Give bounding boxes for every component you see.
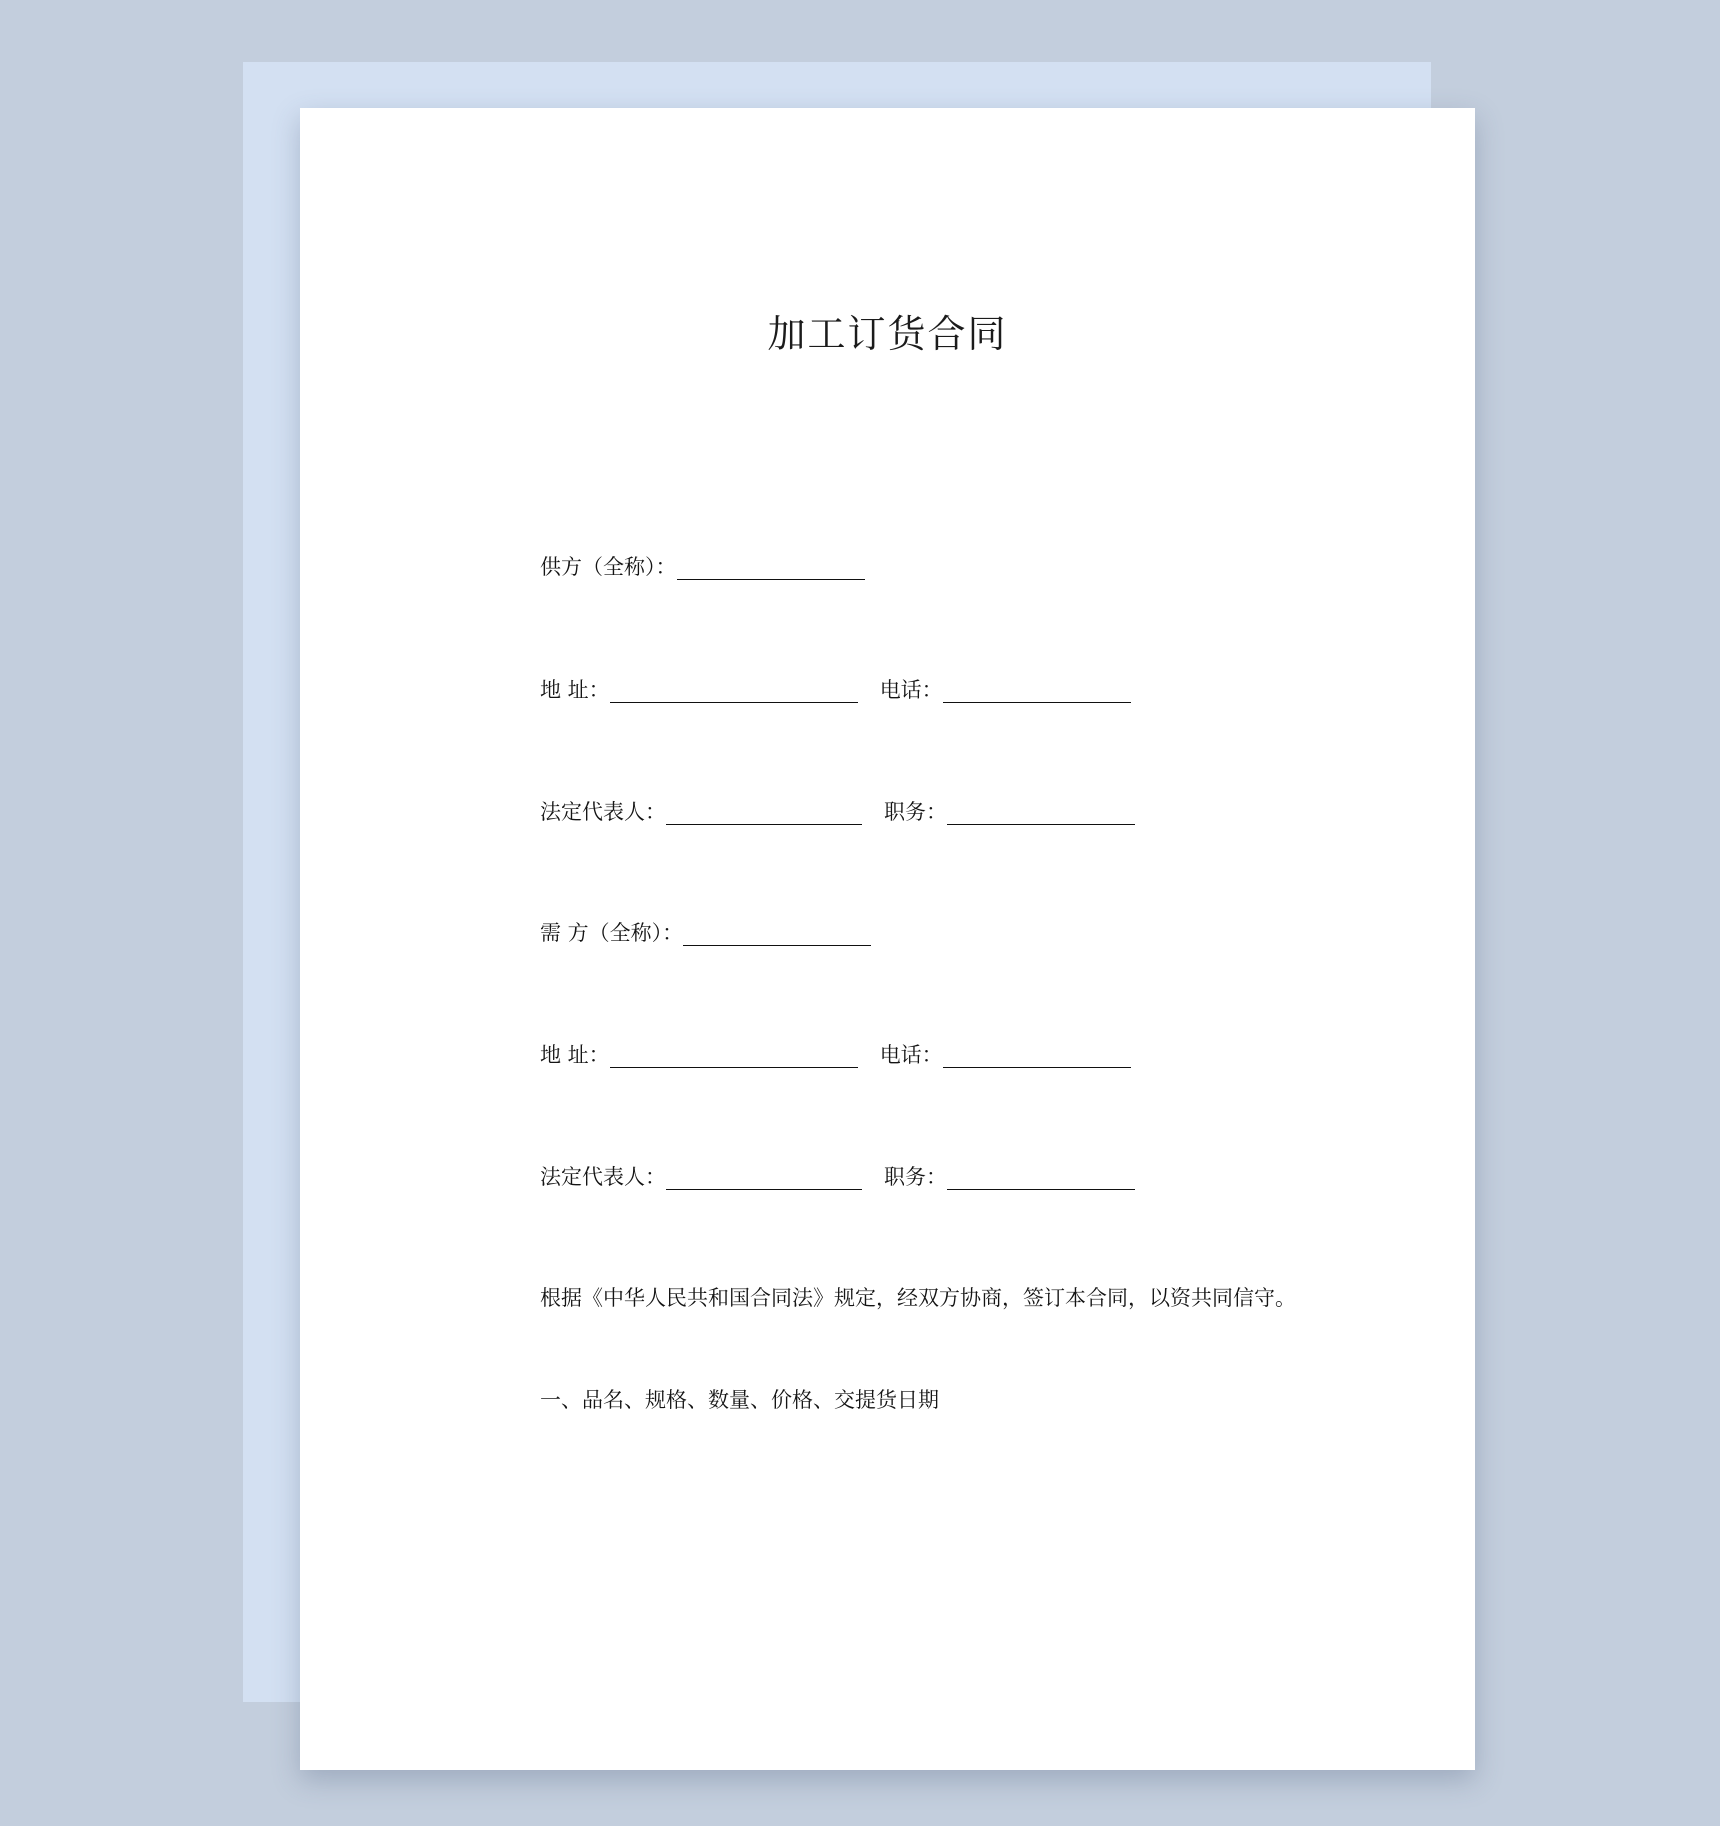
supplier-name-label: 供方（全称）：	[540, 555, 677, 579]
page-title: 加工订货合同	[767, 312, 1008, 356]
buyer-address-label: 地 址：	[540, 1043, 610, 1067]
supplier-address-row	[540, 677, 1350, 703]
supplier-legal-rep-label: 法定代表人：	[540, 800, 666, 824]
buyer-name-row	[540, 920, 1350, 946]
buyer-address-row	[540, 1042, 1350, 1068]
supplier-name-row	[540, 554, 1350, 580]
supplier-position-label: 职务：	[884, 800, 947, 824]
buyer-name-label: 需 方（全称）：	[540, 921, 684, 945]
supplier-legal-rep-row	[540, 799, 1350, 825]
buyer-legal-rep-row	[540, 1164, 1350, 1190]
buyer-position-label: 职务：	[884, 1165, 947, 1189]
buyer-legal-rep-input[interactable]	[666, 1169, 862, 1190]
buyer-name-input[interactable]	[683, 925, 871, 946]
buyer-legal-rep-label: 法定代表人：	[540, 1165, 666, 1189]
buyer-phone-input[interactable]	[943, 1047, 1131, 1068]
supplier-address-input[interactable]	[610, 682, 858, 703]
section-one-heading: 一、品名、规格、数量、价格、交提货日期	[540, 1388, 939, 1412]
supplier-phone-input[interactable]	[943, 682, 1131, 703]
buyer-phone-label: 电话：	[879, 1043, 943, 1067]
buyer-address-input[interactable]	[610, 1047, 858, 1068]
supplier-name-input[interactable]	[677, 559, 865, 580]
buyer-position-input[interactable]	[947, 1169, 1135, 1190]
supplier-legal-rep-input[interactable]	[666, 804, 862, 825]
supplier-phone-label: 电话：	[879, 678, 943, 702]
supplier-position-input[interactable]	[947, 804, 1135, 825]
preamble-paragraph: 根据《中华人民共和国合同法》规定，经双方协商，签订本合同，以资共同信守。	[540, 1286, 1296, 1310]
supplier-address-label: 地 址：	[540, 678, 610, 702]
document-page	[300, 108, 1475, 1770]
document-body	[300, 554, 1475, 1414]
